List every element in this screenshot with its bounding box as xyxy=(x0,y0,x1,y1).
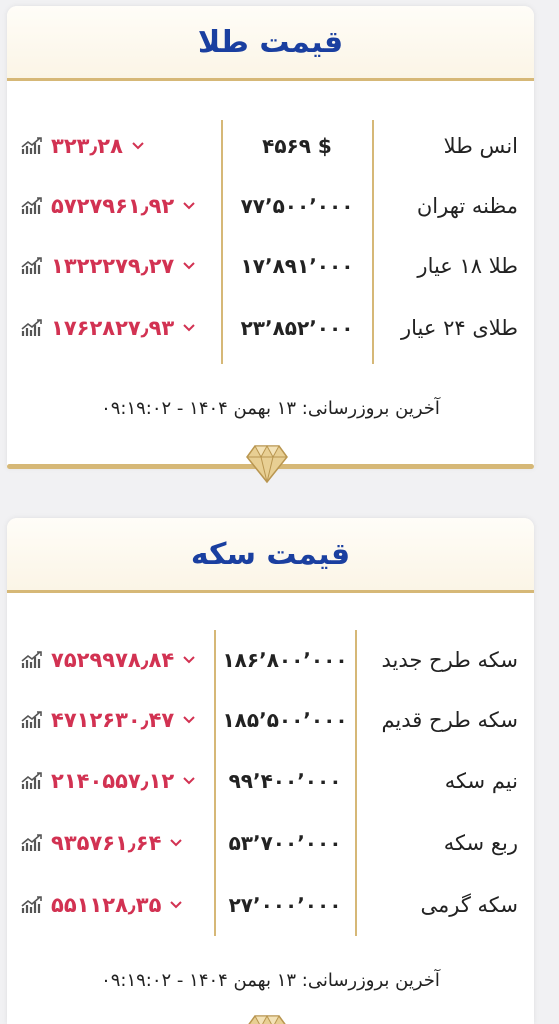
gold-row-24k[interactable] xyxy=(7,303,534,353)
chart-bars-icon xyxy=(21,650,47,670)
item-name: انس طلا xyxy=(443,134,518,158)
change-text: ۲۱۴۰۵۵۷٫۱۲ xyxy=(51,769,175,793)
chevron-down-icon xyxy=(182,261,196,271)
change-value xyxy=(21,831,183,855)
change-text: ۳۲۳٫۲۸ xyxy=(51,134,123,158)
coin-card-title: قیمت سکه xyxy=(190,536,351,572)
change-text: ۵۷۲۷۹۶۱٫۹۲ xyxy=(51,194,175,218)
chart-bars-icon xyxy=(21,771,47,791)
gold-row-tehran[interactable] xyxy=(7,181,534,231)
item-name: سکه طرح جدید xyxy=(381,648,518,672)
last-update-text: آخرین بروزرسانی: ۱۳ بهمن ۱۴۰۴ - ۰۹:۱۹:۰۲ xyxy=(101,970,440,991)
price-value: ۱۸۵٬۵۰۰٬۰۰۰ xyxy=(222,708,348,732)
gold-card-header xyxy=(7,6,534,81)
chart-bars-icon xyxy=(21,895,47,915)
chevron-down-icon xyxy=(182,201,196,211)
chart-bars-icon xyxy=(21,196,47,216)
coin-row-gram[interactable] xyxy=(7,880,534,930)
change-value xyxy=(21,769,196,793)
gold-price-card xyxy=(7,6,534,468)
item-name: ربع سکه xyxy=(443,831,518,855)
price-value: ۲۳٬۸۵۲٬۰۰۰ xyxy=(240,316,354,340)
chevron-down-icon xyxy=(182,776,196,786)
change-text: ۱۳۲۲۲۷۹٫۲۷ xyxy=(51,254,175,278)
item-name: طلای ۲۴ عیار xyxy=(400,316,518,340)
diamond-icon xyxy=(245,1012,289,1024)
change-value xyxy=(21,708,196,732)
last-update-text: آخرین بروزرسانی: ۱۳ بهمن ۱۴۰۴ - ۰۹:۱۹:۰۲ xyxy=(101,398,440,419)
item-name: طلا ۱۸ عیار xyxy=(417,254,518,278)
coin-price-card xyxy=(7,518,534,1024)
change-text: ۱۷۶۲۸۲۷٫۹۳ xyxy=(51,316,175,340)
change-value xyxy=(21,316,196,340)
chevron-down-icon xyxy=(169,838,183,848)
price-value: ۲۷٬۰۰۰٬۰۰۰ xyxy=(228,893,342,917)
gold-row-ounce[interactable] xyxy=(7,121,534,171)
coin-row-new[interactable] xyxy=(7,635,534,685)
price-value: ۱۸۶٬۸۰۰٬۰۰۰ xyxy=(222,648,348,672)
coin-row-old[interactable] xyxy=(7,695,534,745)
change-text: ۵۵۱۱۲۸٫۳۵ xyxy=(51,893,162,917)
diamond-icon xyxy=(245,442,289,486)
change-value xyxy=(21,134,145,158)
item-name: سکه گرمی xyxy=(420,893,518,917)
change-text: ۷۵۲۹۹۷۸٫۸۴ xyxy=(51,648,175,672)
chevron-down-icon xyxy=(182,655,196,665)
price-value: ۱۷٬۸۹۱٬۰۰۰ xyxy=(240,254,354,278)
chevron-down-icon xyxy=(169,900,183,910)
change-value xyxy=(21,194,196,218)
chevron-down-icon xyxy=(131,141,145,151)
chart-bars-icon xyxy=(21,710,47,730)
item-name: سکه طرح قدیم xyxy=(381,708,518,732)
change-text: ۴۷۱۲۶۳۰٫۴۷ xyxy=(51,708,175,732)
change-value xyxy=(21,254,196,278)
chart-bars-icon xyxy=(21,833,47,853)
coin-row-half[interactable] xyxy=(7,756,534,806)
price-value: ۷۷٬۵۰۰٬۰۰۰ xyxy=(240,194,354,218)
chart-bars-icon xyxy=(21,318,47,338)
change-text: ۹۳۵۷۶۱٫۶۴ xyxy=(51,831,162,855)
change-value xyxy=(21,648,196,672)
chart-bars-icon xyxy=(21,136,47,156)
chart-bars-icon xyxy=(21,256,47,276)
price-value: ۹۹٬۴۰۰٬۰۰۰ xyxy=(228,769,342,793)
chevron-down-icon xyxy=(182,323,196,333)
price-value: ۴۵۶۹ $ xyxy=(262,134,332,158)
coin-card-header xyxy=(7,518,534,593)
change-value xyxy=(21,893,183,917)
price-value: ۵۳٬۷۰۰٬۰۰۰ xyxy=(228,831,342,855)
coin-row-quarter[interactable] xyxy=(7,818,534,868)
item-name: مظنه تهران xyxy=(416,194,518,218)
gold-card-title: قیمت طلا xyxy=(197,24,344,60)
item-name: نیم سکه xyxy=(444,769,518,793)
chevron-down-icon xyxy=(182,715,196,725)
gold-row-18k[interactable] xyxy=(7,241,534,291)
